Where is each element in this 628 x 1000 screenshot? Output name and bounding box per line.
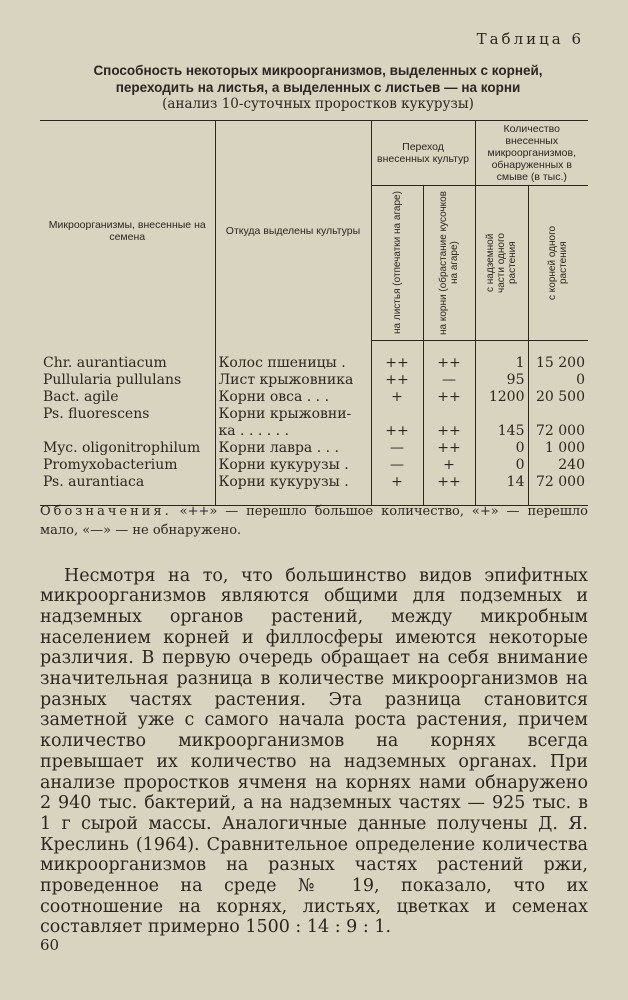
page-number: 60 xyxy=(40,936,60,954)
legend-label: Обозначения. xyxy=(40,504,172,519)
caption-line-2: переходить на листья, а выделенных с листьев — на корни xyxy=(115,80,521,95)
header-transfer-roots: на корни (обрастание кусочков на агаре) xyxy=(423,185,475,340)
table-legend xyxy=(40,502,588,540)
table-row: Pullularia pullulans Лист крыжовника ++ — 95 0 xyxy=(40,372,588,389)
table-caption xyxy=(40,62,596,113)
table-row: Ps. aurantiaca Корни кукурузы . + ++ 14 72 000 xyxy=(40,474,588,506)
body-paragraph: Несмотря на то, что большинство видов эпифитных микроорганизмов являются общими для подземных и надземных органов растений, между микробным населением корней и филлосферы имеются некоторые различия. В первую очередь обращает на себя внимание значительная разница в количестве микроорганизмов на разных частях растения. Эта разница становится заметной уже с самого начала роста растения, причем количество микроорганизмов на корнях всегда превышает их количество на надземных органах. При анализе проростков ячменя на корнях нами обнаружено 2 940 тыс. бактерий, а на надземных частях — 925 тыс. в 1 г сырой массы. Аналогичные данные получены Д. Я. Креслинь (1964). Сравнительное определение количества микроорганизмов на разных частях растений ржи, проведенное на среде № 19, показало, что их соотношение на корнях, листьях, цветках и семенах составляет примерно 1500 : 14 : 9 : 1. xyxy=(40,565,588,938)
header-count-group: Количество внесенных микроорганизмов, обнаруженных в смыве (в тыс.) xyxy=(475,121,588,186)
table-row: Ps. fluorescens Корни крыжовни- xyxy=(40,406,588,423)
header-source: Откуда выделены культуры xyxy=(215,121,371,341)
caption-line-3: (анализ 10-суточных проростков кукурузы) xyxy=(162,96,474,112)
header-count-root: с корней одного растения xyxy=(528,186,588,341)
table-number: Таблица 6 xyxy=(476,30,584,48)
caption-line-1: Способность некоторых микроорганизмов, выделенных с корней, xyxy=(93,63,543,78)
header-organisms: Микроорганизмы, внесенные на семена xyxy=(40,121,215,341)
table-row: ка . . . . . . ++ ++ 145 72 000 xyxy=(40,423,588,440)
header-count-above: с надземной части одного растения xyxy=(475,186,528,341)
table-row: Chr. aurantiacum Колос пшеницы . ++ ++ 1 15 200 xyxy=(40,340,588,372)
data-table xyxy=(40,120,588,506)
legend-text: «++» — перешло большое количество, «+» — перешло мало, «—» — не обнаружено. xyxy=(40,504,588,538)
header-transfer-leaves: на листья (отпечатки на агаре) xyxy=(371,185,423,340)
table-row: Myc. oligonitrophilum Корни лавра . . . — ++ 0 1 000 xyxy=(40,440,588,457)
table-row: Bact. agile Корни овса . . . + ++ 1200 20 500 xyxy=(40,389,588,406)
header-transfer-group: Переход внесенных культур xyxy=(371,121,475,186)
table-row: Promyxobacterium Корни кукурузы . — + 0 240 xyxy=(40,457,588,474)
